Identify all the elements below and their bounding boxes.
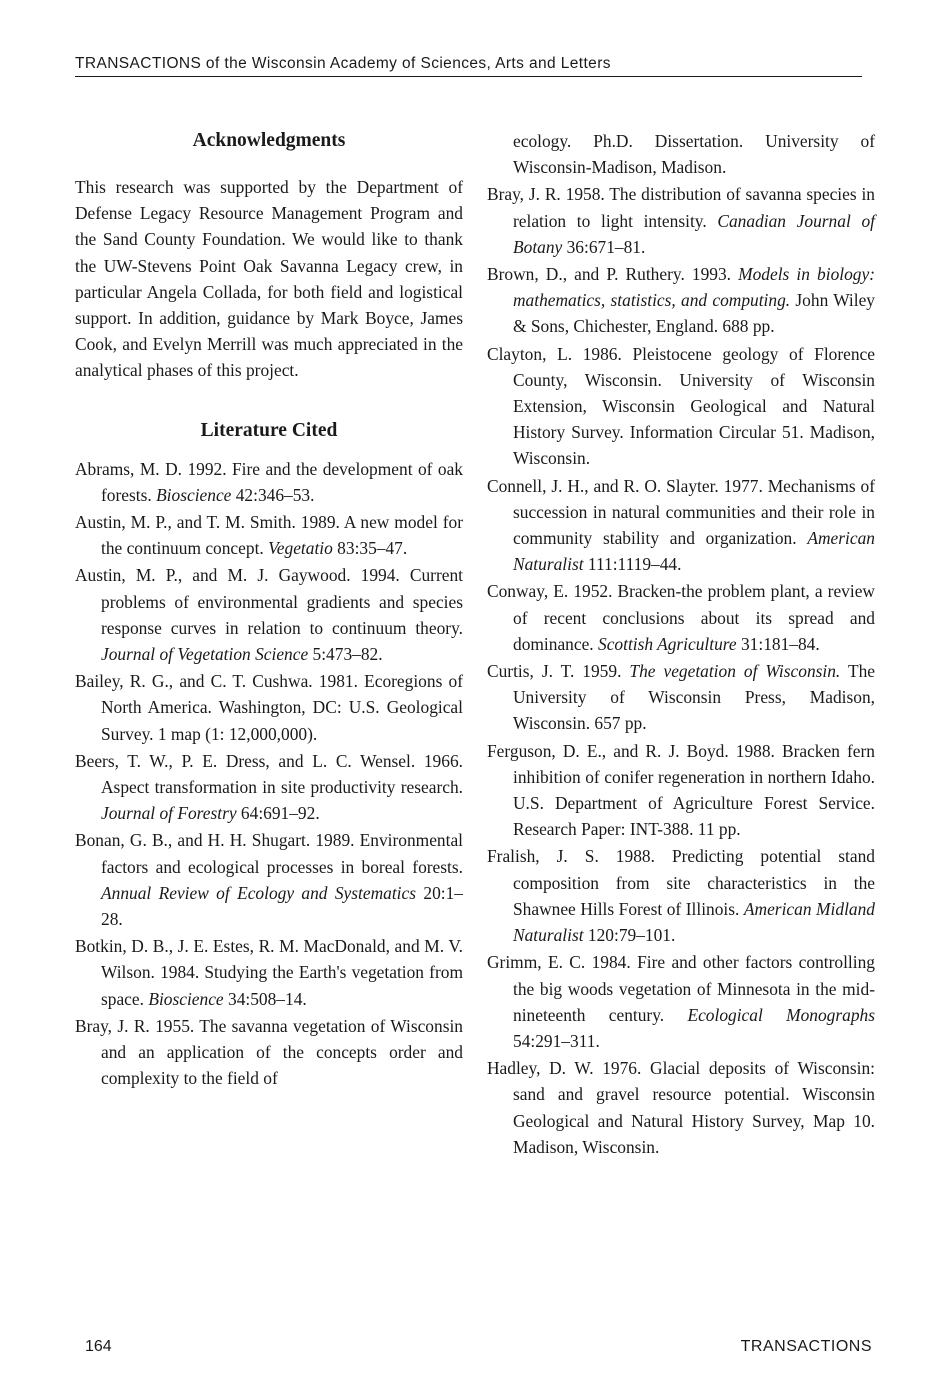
reference-entry: Abrams, M. D. 1992. Fire and the development of oak forests. Bioscience 42:346–53. [75,458,463,505]
acknowledgments-text: This research was supported by the Department of Defense Legacy Resource Management Program and the Sand County Foundation. We would like to thank the UW-Stevens Point Oak Savanna Legacy crew, in particular Angela Collada, for both field and logistical support. In addition, guidance by Mark Boyce, James Cook, and Evelyn Merrill was much appreciated in the analytical phases of this project. [75,177,463,381]
reference-entry: Bray, J. R. 1955. The savanna vegetation of Wisconsin and an application of the concepts order and complexity to the field of [75,1015,463,1089]
reference-entry: Conway, E. 1952. Bracken-the problem plant, a review of recent conclusions about its spread and dominance. Scottish Agriculture 31:181–84. [487,581,875,654]
reference-entry: Connell, J. H., and R. O. Slayter. 1977. Mechanisms of succession in natural communities and their role in community stability and organization. American Naturalist 111:1119–44. [487,475,875,575]
reference-entry: Bonan, G. B., and H. H. Shugart. 1989. Environmental factors and ecological processes in boreal forests. Annual Review of Ecology and Systematics 20:1–28. [75,830,463,930]
reference-entry: Bray, J. R. 1958. The distribution of savanna species in relation to light intensity. Canadian Journal of Botany 36:671–81. [487,184,875,257]
reference-entry: Clayton, L. 1986. Pleistocene geology of Florence County, Wisconsin. University of Wisconsin Extension, Wisconsin Geological and Natural History Survey. Information Circular 51. Madison, Wisconsin. [487,343,875,469]
reference-entry: Curtis, J. T. 1959. The vegetation of Wisconsin. The University of Wisconsin Press, Madison, Wisconsin. 657 pp. [487,661,875,734]
reference-entry: Bailey, R. G., and C. T. Cushwa. 1981. Ecoregions of North America. Washington, DC: U.S. Geological Survey. 1 map (1: 12,000,000). [75,671,463,744]
reference-entry: Fralish, J. S. 1988. Predicting potential stand composition from site characteristics in the Shawnee Hills Forest of Illinois. American Midland Naturalist 120:79–101. [487,846,875,946]
reference-entry: Hadley, D. W. 1976. Glacial deposits of Wisconsin: sand and gravel resource potential. Wisconsin Geological and Natural History Survey, Map 10. Madison, Wisconsin. [487,1058,875,1157]
reference-continuation: ecology. Ph.D. Dissertation. University of Wisconsin-Madison, Madison. [513,131,875,178]
page-number: 164 [85,1338,112,1355]
acknowledgments-heading: Acknowledgments [192,130,346,151]
reference-entry: Brown, D., and P. Ruthery. 1993. Models in biology: mathematics, statistics, and computing. John Wiley & Sons, Chichester, England. 688 pp. [487,264,876,337]
reference-entry: Austin, M. P., and M. J. Gaywood. 1994. Current problems of environmental gradients and species response curves in relation to continuum theory. Journal of Vegetation Science 5:473–82. [75,565,463,665]
literature-heading: Literature Cited [200,419,338,441]
reference-entry: Ferguson, D. E., and R. J. Boyd. 1988. Bracken fern inhibition of conifer regeneration in northern Idaho. U.S. Department of Agriculture Forest Service. Research Paper: INT-388. 11 pp. [487,740,875,840]
reference-entry: Grimm, E. C. 1984. Fire and other factors controlling the big woods vegetation of Minnesota in the mid-nineteenth century. Ecological Monographs 54:291–311. [487,952,876,1051]
right-column [487,128,875,1161]
running-header: TRANSACTIONS of the Wisconsin Academy of Sciences, Arts and Letters [75,55,862,77]
left-column [75,128,463,1093]
reference-entry: Botkin, D. B., J. E. Estes, R. M. MacDonald, and M. V. Wilson. 1984. Studying the Earth's vegetation from space. Bioscience 34:508–14. [75,936,463,1009]
reference-entry: Beers, T. W., P. E. Dress, and L. C. Wensel. 1966. Aspect transformation in site productivity research. Journal of Forestry 64:691–92. [75,750,463,824]
reference-entry: Austin, M. P., and T. M. Smith. 1989. A new model for the continuum concept. Vegetatio 83:35–47. [75,512,463,559]
running-footer: TRANSACTIONS [740,1338,872,1355]
